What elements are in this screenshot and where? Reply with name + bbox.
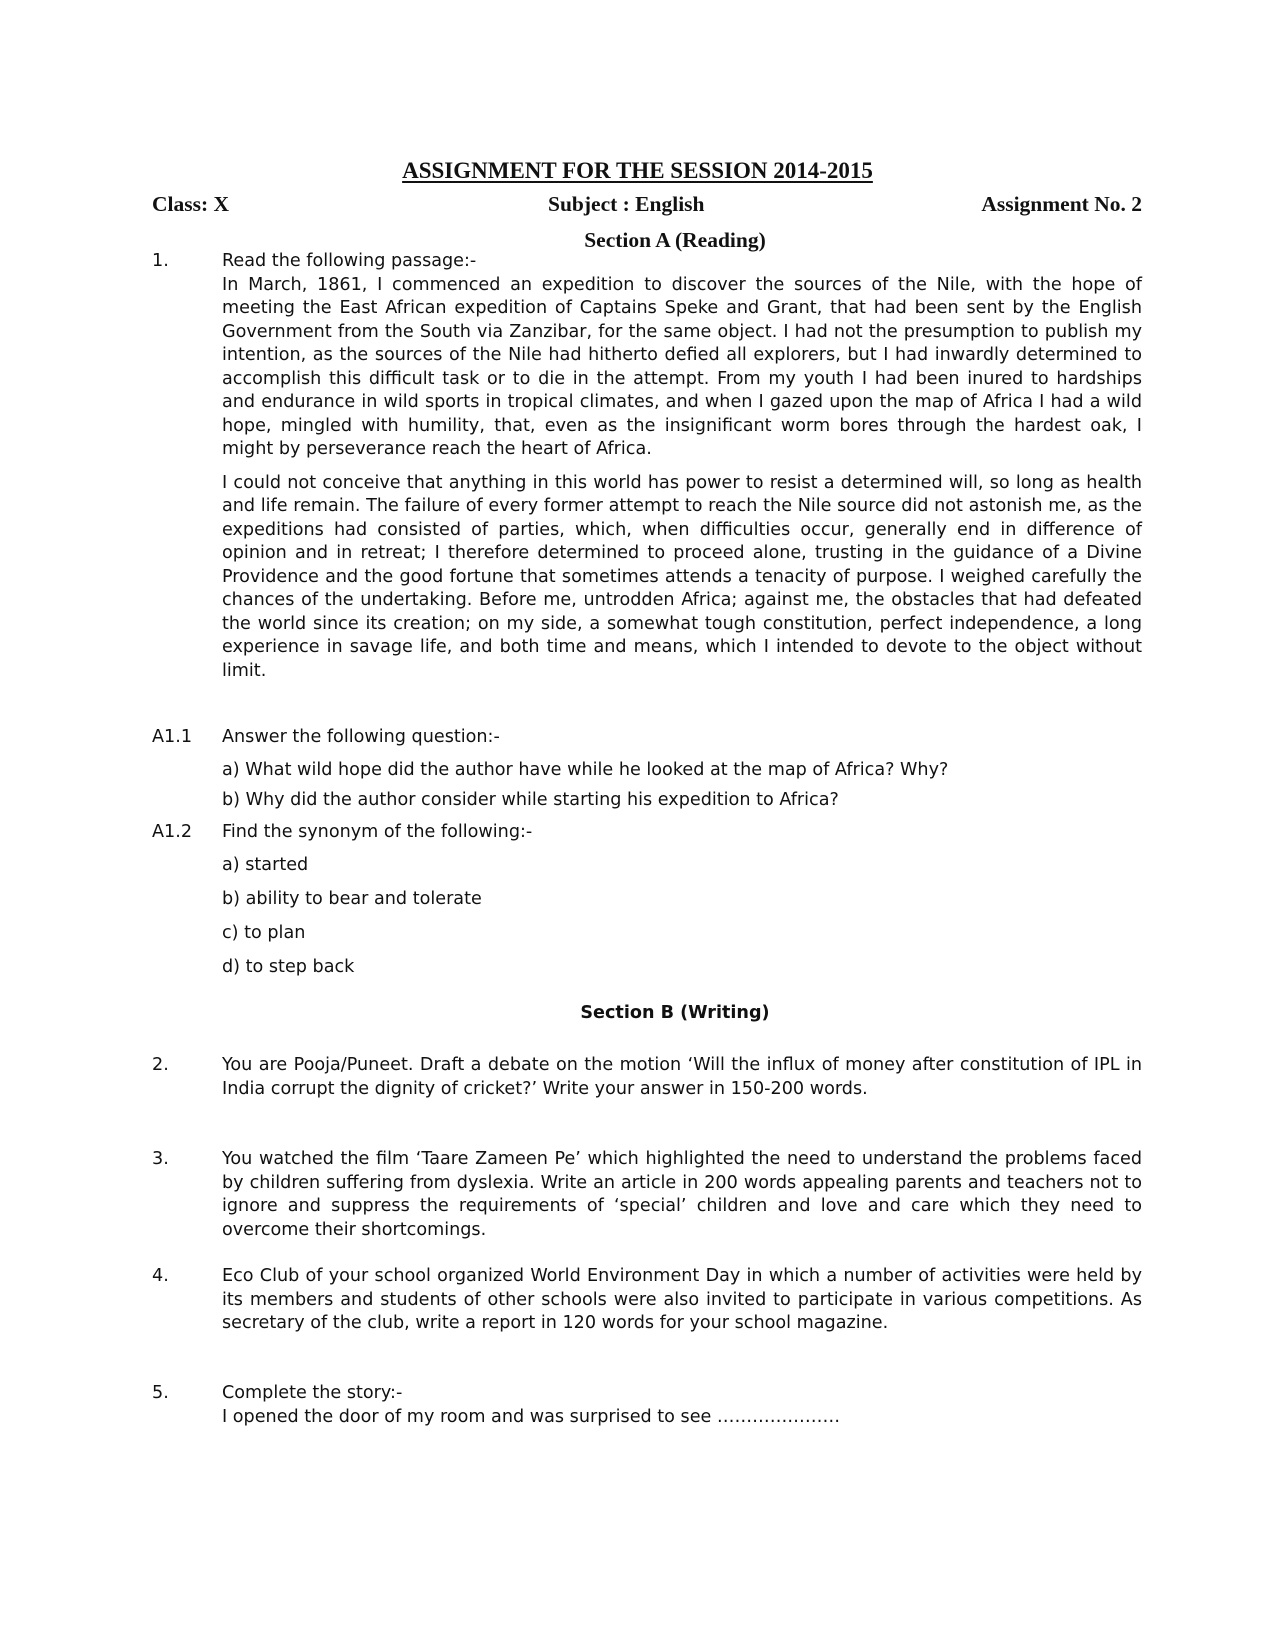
passage-paragraph-1: In March, 1861, I commenced an expedition to discover the sources of the Nile, with the hope of meeting the East African expedition of Captains Speke and Grant, that had been sent by the English Government from the South via Zanzibar, for the same object. I had not the presumption to publish my intention, as the sources of the Nile had hitherto defied all explorers, but I had inwardly determined to accomplish this difficult task or to die in the attempt. From my youth I had been inured to hardships and endurance in wild sports in tropical climates, and when I gazed upon the map of Africa I had a wild hope, mingled with humility, that, even as the insignificant worm bores through the hardest oak, I might by perseverance reach the heart of Africa.	[222, 274, 1142, 459]
question-number: A1.2	[152, 822, 193, 842]
assignment-number-label: Assignment No. 2	[981, 192, 1142, 216]
class-label: Class: X	[152, 192, 230, 216]
document-title: ASSIGNMENT FOR THE SESSION 2014-2015	[402, 158, 873, 183]
a1-2-item-d: d) to step back	[222, 957, 355, 977]
a1-1-item-a: a) What wild hope did the author have while he looked at the map of Africa? Why?	[222, 760, 949, 780]
question-instruction: Complete the story:-	[222, 1383, 403, 1403]
question-number: A1.1	[152, 727, 193, 747]
question-number: 4.	[152, 1266, 169, 1286]
header-meta-row	[152, 192, 1142, 220]
question-number: 1.	[152, 251, 169, 271]
a1-2-item-b: b) ability to bear and tolerate	[222, 889, 482, 909]
question-instruction: Read the following passage:-	[222, 251, 477, 271]
question-number: 2.	[152, 1055, 169, 1075]
question-a1-2	[152, 821, 1142, 845]
question-3	[152, 1148, 1142, 1242]
question-4	[152, 1265, 1142, 1336]
a1-2-item-a: a) started	[222, 855, 309, 875]
passage-paragraph-2: I could not conceive that anything in this world has power to resist a determined will, so long as health and life remain. The failure of every former attempt to reach the Nile source did not astonish me, as the expeditions had consisted of parties, which, when difficulties occur, generally end in difference of opinion and in retreat; I therefore determined to proceed alone, trusting in the guidance of a Divine Providence and the good fortune that sometimes attends a tenacity of purpose. I weighed carefully the chances of the undertaking. Before me, untrodden Africa; against me, the obstacles that had defeated the world since its creation; on my side, a somewhat tough constitution, perfect independence, a long experience in savage life, and both time and means, which I intended to devote to the object without limit.	[222, 472, 1142, 681]
section-b-heading: Section B (Writing)	[580, 1003, 770, 1023]
a1-1-item-b: b) Why did the author consider while starting his expedition to Africa?	[222, 790, 839, 810]
subject-label: Subject : English	[548, 192, 705, 216]
question-a1-1	[152, 726, 1142, 750]
question-text: You watched the film ‘Taare Zameen Pe’ which highlighted the need to understand the problems faced by children suffering from dyslexia. Write an article in 200 words appealing parents and teachers not to ignore and suppress the requirements of ‘special’ children and love and care which they need to overcome their shortcomings.	[222, 1149, 1142, 1240]
question-number: 3.	[152, 1149, 169, 1169]
story-prompt: I opened the door of my room and was surprised to see …………………	[222, 1406, 841, 1427]
question-text: Eco Club of your school organized World Environment Day in which a number of activities were held by its members and students of other schools were also invited to participate in various competitions. As secretary of the club, write a report in 120 words for your school magazine.	[222, 1266, 1142, 1333]
question-instruction: Find the synonym of the following:-	[222, 822, 533, 842]
question-text: You are Pooja/Puneet. Draft a debate on the motion ‘Will the influx of money after constitution of IPL in India corrupt the dignity of cricket?’ Write your answer in 150-200 words.	[222, 1055, 1142, 1099]
question-instruction: Answer the following question:-	[222, 727, 500, 747]
a1-2-item-c: c) to plan	[222, 923, 306, 943]
section-a-heading: Section A (Reading)	[584, 228, 766, 252]
question-1	[152, 250, 1142, 683]
question-2	[152, 1054, 1142, 1101]
question-number: 5.	[152, 1383, 169, 1403]
question-5	[152, 1382, 1142, 1429]
